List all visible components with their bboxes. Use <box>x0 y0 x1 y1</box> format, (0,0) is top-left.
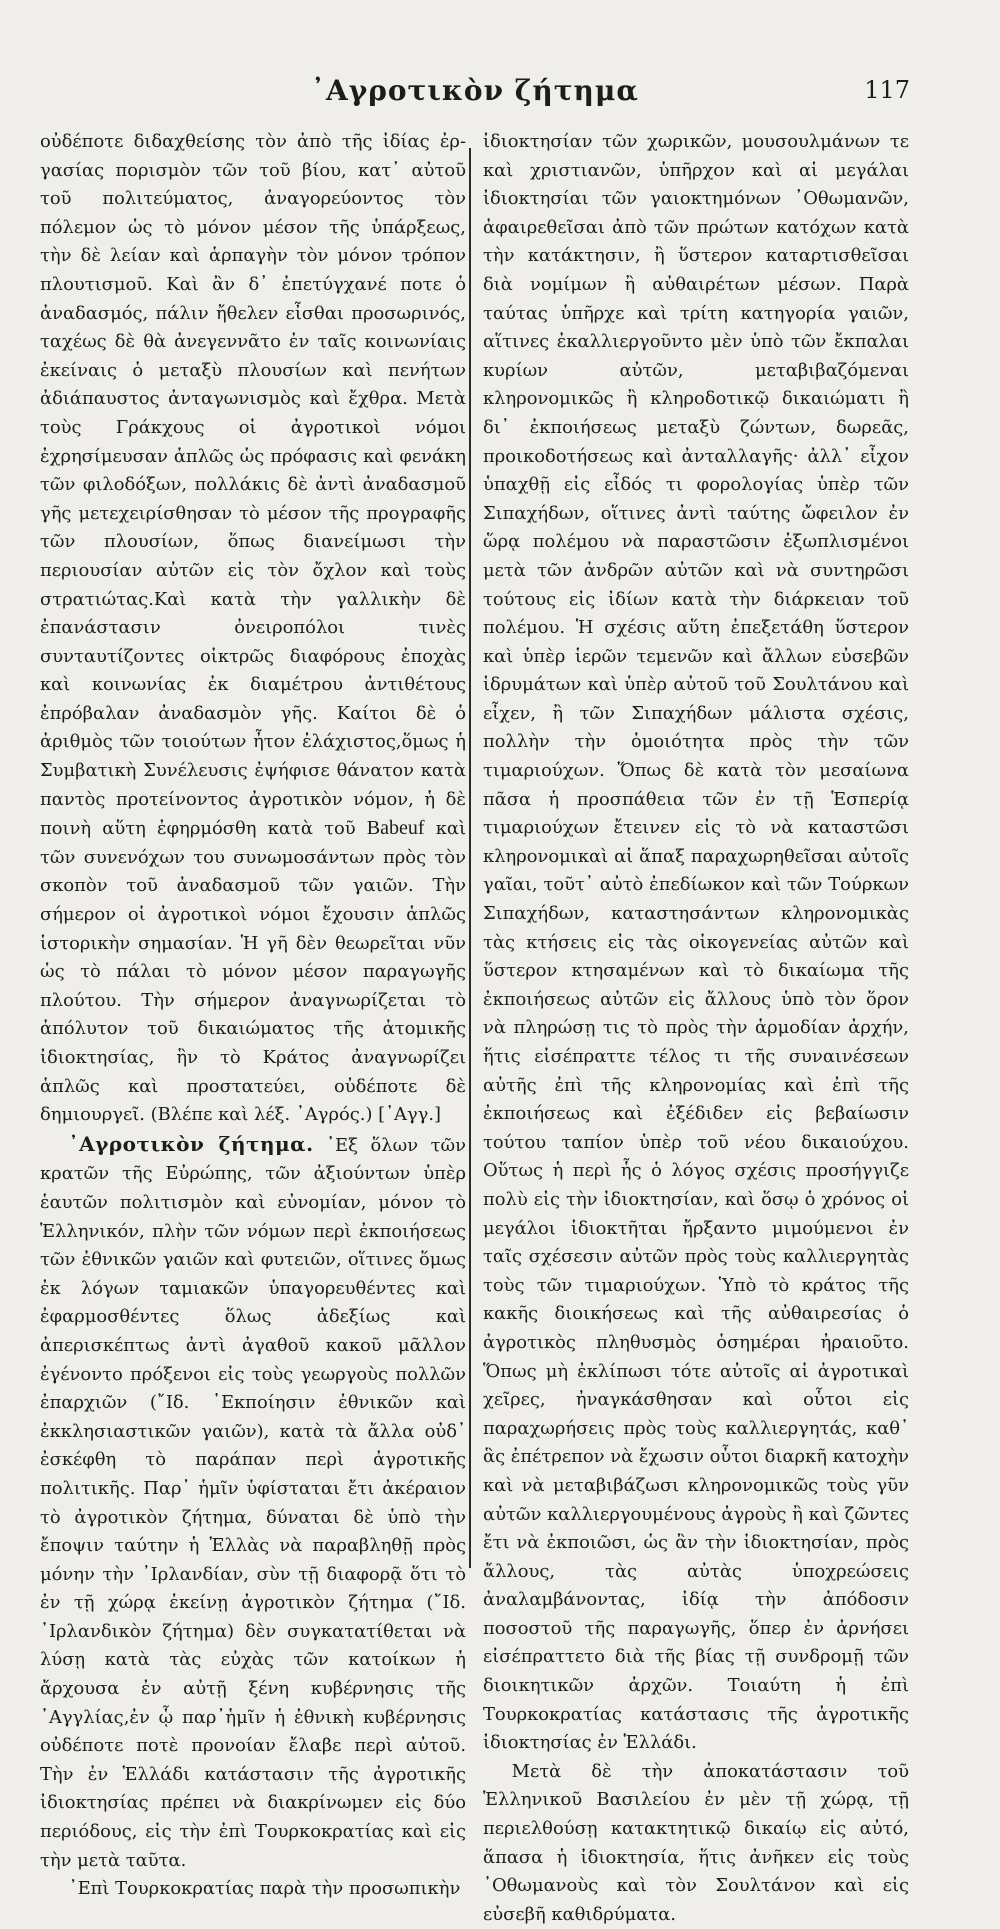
left-paragraph-2-text: ᾿Εξ ὅλων τῶν κρατῶν τῆς Εὐρώπης, τῶν ἀξιούντων ὑπὲρ ἑαυτῶν πολιτισμὸν καὶ εὐνομίαν, μόνον τὸ Ἑλληνικόν, πλὴν τῶν νόμων περὶ ἐκποιήσεως τῶν ἐθνικῶν γαιῶν καὶ φυτειῶν, οἵτινες ὅμως ἐκ λόγων ταμιακῶν ὑπαγορευθέντες καὶ ἐφαρμοσθέντες ὅλως ἀδεξίως καὶ ἀπερισκέπτως ἀντὶ ἀγαθοῦ κακοῦ μᾶλλον ἐγένοντο πρόξενοι εἰς τοὺς γεωργοὺς πολλῶν ἐπαρχιῶν (῎Ιδ. ᾿Εκποίησιν ἐθνικῶν καὶ ἐκκλησιαστικῶν γαιῶν), κατὰ τὰ ἄλλα οὐδ᾿ ἐσκέφθη τὸ παράπαν περὶ ἀγροτικῆς πολιτικῆς. Παρ᾿ ἡμῖν ὑφίσταται ἔτι ἀκέραιον τὸ ἀγροτικὸν ζήτημα, δύναται δὲ ὑπὸ τὴν ἔποψιν ταύτην ἡ Ἑλλὰς νὰ παραβληθῇ πρὸς μόνην τὴν ᾿Ιρλανδίαν, σὺν τῇ διαφορᾷ ὅτι τὸ ἐν τῇ χώρᾳ ἐκείνῃ ἀγροτικὸν ζήτημα (῎Ιδ. ᾿Ιρλανδικὸν ζήτημα) δὲν συγκατατίθεται νὰ λύσῃ κατὰ τὰς εὐχὰς τῶν κατοίκων ἡ ἄρχουσα ἐν αὐτῇ ξένη κυβέρνησις τῆς ᾿Αγγλίας,ἐν ᾧ παρ᾿ἡμῖν ἡ ἐθνικὴ κυβέρνησις οὐδέποτε ποτὲ προνοίαν ἔλαβε περὶ αὐτοῦ. Τὴν ἐν Ἑλλάδι κατάστασιν τῆς ἀγροτικῆς ἰδιοκτησίας πρέπει νὰ διακρίνωμεν εἰς δύο περιόδους, εἰς τὴν ἐπὶ Τουρκοκρατίας καὶ εἰς τὴν μετὰ ταῦτα. <box>40 1134 467 1871</box>
right-column <box>483 128 909 1929</box>
left-paragraph-3: ᾿Επὶ Τουρκοκρατίας παρὰ τὴν προσωπικὴν <box>68 1878 461 1900</box>
running-title: ᾿Αγροτικὸν ζήτημα <box>311 74 639 107</box>
latin-name-babeuf: Babeuf <box>366 817 425 840</box>
left-paragraph-2 <box>40 1130 466 1875</box>
left-paragraph-1 <box>40 128 466 1130</box>
right-paragraph-1: ἰδιοκτησίαν τῶν χωρικῶν, μουσουλμάνων τε καὶ χριστιανῶν, ὑπῆρχον καὶ αἱ μεγάλαι ἰδιοκτησίαι τῶν γαιοκτημόνων ᾿Οθωμανῶν, ἀφαιρεθεῖσαι ἀπὸ τῶν πρώτων κατόχων κατὰ τὴν κατάκτησιν, ἢ ὕστερον καταρτισθεῖσαι διὰ νομίμων ἢ αὐθαιρέτων μέσων. Παρὰ ταύτας ὑπῆρχε καὶ τρίτη κατηγορία γαιῶν, αἵτινες ἐκαλλιεργοῦντο μὲν ὑπὸ τῶν ἔκπαλαι κυρίων αὐτῶν, μεταβιβαζόμεναι κληρονομικῶς ἢ κληροδοτικῷ δικαιώματι ἢ δι᾿ ἐκποιήσεως μεταξὺ ζώντων, δωρεᾶς, προικοδοτήσεως καὶ ἀνταλλαγῆς· ἀλλ᾿ εἶχον ὑπαχθῇ εἰς εἶδός τι φορολογίας ὑπὲρ τῶν Σιπαχήδων, οἵτινες ἀντὶ ταύτης ὤφειλον ἐν ὥρᾳ πολέμου νὰ παραστῶσιν ἐξωπλισμένοι μετὰ τῶν ἀνδρῶν αὐτῶν καὶ νὰ συντηρῶσι τούτους εἰς ἰδίων κατὰ τὴν διάρκειαν τοῦ πολέμου. Ἡ σχέσις αὕτη ἐπεξετάθη ὕστερον καὶ ὑπὲρ ἱερῶν τεμενῶν καὶ ἄλλων εὐσεβῶν ἱδρυμάτων καὶ ὑπὲρ αὐτοῦ τοῦ Σουλτάνου καὶ εἶχεν, ἢ τῶν Σιπαχήδων μάλιστα σχέσις, πολλὴν τὴν ὁμοιότητα πρὸς τὴν τῶν τιμαριούχων. Ὅπως δὲ κατὰ τὸν μεσαίωνα πᾶσα ἡ προσπάθεια τῶν ἐν τῇ Ἑσπερίᾳ τιμαριούχων ἔτεινεν εἰς τὸ νὰ καταστῶσι κληρονομικαὶ αἱ ἅπαξ παραχωρηθεῖσαι αὐτοῖς γαῖαι, τοῦτ᾿ αὐτὸ ἐπεδίωκον καὶ τῶν Τούρκων Σιπαχήδων, καταστησάντων κληρονομικὰς τὰς κτήσεις εἰς τὰς οἰκογενείας αὐτῶν καὶ ὕστερον κτησαμένων καὶ τὸ δικαίωμα τῆς ἐκποιήσεως αὐτῶν εἰς ἄλλους ὑπὸ τὸν ὅρον νὰ πληρώσῃ τις τὸ πρὸς τὴν ἁρμοδίαν ἀρχήν, ἥτις εἰσέπραττε τέλος τι τῆς συναινέσεων αὐτῆς ἐπὶ τῆς κληρονομίας καὶ ἐπὶ τῆς ἐκποιήσεως καὶ ἐξέδιδεν εἰς βεβαίωσιν τούτου ταπίον ὑπὲρ τοῦ νέου δικαιούχου. Οὕτως ἡ περὶ ἧς ὁ λόγος σχέσις προσήγγιζε πολὺ εἰς τὴν ἰδιοκτησίαν, καὶ ὅσῳ ὁ χρόνος οἱ μεγάλοι ἰδιοκτῆται ἤρξαντο μιμούμενοι ἐν ταῖς σχέσεσιν αὐτῶν πρὸς τοὺς καλλιεργητὰς τοὺς τῶν τιμαριούχων. Ὑπὸ τὸ κράτος τῆς κακῆς διοικήσεως καὶ τῆς αὐθαιρεσίας ὁ ἀγροτικὸς πληθυσμὸς ὁσημέραι ἠραιοῦτο. Ὅπως μὴ ἐκλίπωσι τότε αὐτοῖς αἱ ἀγροτικαὶ χεῖρες, ἠναγκάσθησαν καὶ οὗτοι εἰς παραχωρήσεις πρὸς τοὺς καλλιεργητάς, καθ᾿ ἃς ἐπέτρεπον νὰ ἔχωσιν οὗτοι διαρκῆ κατοχὴν καὶ νὰ μεταβιβάζωσι κληρονομικῶς τοὺς γῦν αὐτῶν καλλιεργουμένους ἀγροὺς ἢ καὶ ζῶντες ἔτι νὰ ἐκποιῶσι, ὡς ἂν τὴν ἰδιοκτησίαν, πρὸς ἄλλους, τὰς αὐτὰς ὑποχρεώσεις ἀναλαμβάνοντας, ἰδίᾳ τὴν ἀπόδοσιν ποσοστοῦ τῆς παραγωγῆς, ὅπερ ἐν ἀρνήσει εἰσέπραττετο διὰ τῆς βίας τῇ συνδρομῇ τῶν διοικητικῶν ἀρχῶν. Τοιαύτη ἡ ἐπὶ Τουρκοκρατίας κατάστασις τῆς ἀγροτικῆς ἰδιοκτησίας ἐν Ἑλλάδι. <box>483 131 910 1754</box>
left-paragraph-1-text: οὐδέποτε διδαχθείσης τὸν ἀπὸ τῆς ἰδίας ἐρ-γασίας πορισμὸν τῶν τοῦ βίου, κατ᾿ αὐτοῦ τοῦ πολιτεύματος, ἀναγορεύοντος τὸν πόλεμον ὡς τὸ μόνον μέσον τῆς ὑπάρξεως, τὴν δὲ λείαν καὶ ἁρπαγὴν τὸν μόνον τρόπον πλουτισμοῦ. Καὶ ἂν δ᾿ ἐπετύγχανέ ποτε ὁ ἀναδασμός, πάλιν ἤθελεν εἶσθαι προσωρινός, ταχέως δὲ θὰ ἀνεγεννᾶτο ἐν ταῖς κοινωνίαις ἐκείναις ὁ μεταξὺ πλουσίων καὶ πενήτων ἀδιάπαυστος ἀνταγωνισμὸς καὶ ἔχθρα. Μετὰ τοὺς Γράκχους οἱ ἀγροτικοὶ νόμοι ἐχρησίμευσαν ἁπλῶς ὡς πρόφασις καὶ φενάκη τῶν φιλοδόξων, πολλάκις δὲ ἀντὶ ἀναδασμοῦ γῆς μετεχειρίσθησαν τὸ μέσον τῆς προγραφῆς τῶν πλουσίων, ὅπως διανείμωσι τὴν περιουσίαν αὐτῶν εἰς τὸν ὄχλον καὶ τοὺς στρατιώτας.Καὶ κατὰ τὴν γαλλικὴν δὲ ἐπανάστασιν ὀνειροπόλοι τινὲς συνταυτίζοντες οἰκτρῶς διαφόρους ἐποχὰς καὶ κοινωνίας ἐκ διαμέτρου ἀντιθέτους ἐπρόβαλαν ἀναδασμὸν γῆς. Καίτοι δὲ ὁ ἀριθμὸς τῶν τοιούτων ἦτον ἐλάχιστος,ὅμως ἡ Συμβατικὴ Συνέλευσις ἐψήφισε θάνατον κατὰ παντὸς προτείνοντος ἀγροτικὸν νόμον, ἡ δὲ ποινὴ αὕτη ἐφηρμόσθη κατὰ τοῦ <box>40 131 466 840</box>
section-heading: ᾿Αγροτικὸν ζήτημα. <box>68 1131 314 1156</box>
page-number: 117 <box>864 76 910 104</box>
page-header <box>40 70 910 114</box>
right-paragraph-2: Μετὰ δὲ τὴν ἀποκατάστασιν τοῦ Ἑλληνικοῦ Βασιλείου ἐν μὲν τῇ χώρᾳ, τῇ περιελθούσῃ κατακτητικῷ δικαίῳ εἰς αὐτό, ἅπασα ἡ ἰδιοκτησία, ἥτις ἀνῆκεν εἰς τοὺς ᾿Οθωμανοὺς καὶ τὸν Σουλτάνον καὶ εἰς εὐσεβῆ καθιδρύματα. <box>483 1760 909 1925</box>
left-paragraph-1-continuation: καὶ τῶν συνενόχων του συνωμοσάντων πρὸς τὸν σκοπὸν τοῦ ἀναδασμοῦ τῶν γαιῶν. Τὴν σήμερον οἱ ἀγροτικοὶ νόμοι ἔχουσιν ἁπλῶς ἱστορικὴν σημασίαν. Ἡ γῆ δὲν θεωρεῖται νῦν ὡς τὸ πάλαι τὸ μόνον μέσον παραγωγῆς πλούτου. Τὴν σήμερον ἀναγνωρίζεται τὸ ἀπόλυτον τοῦ δικαιώματος τῆς ἀτομικῆς ἰδιοκτησίας, ἣν τὸ Κράτος ἀναγνωρίζει ἁπλῶς καὶ προστατεύει, οὐδέποτε δὲ δημιουργεῖ. (Βλέπε καὶ λέξ. ᾿Αγρός.) [᾿Αγγ.] <box>40 818 467 1126</box>
column-divider <box>469 148 471 1568</box>
left-column <box>40 128 466 1904</box>
